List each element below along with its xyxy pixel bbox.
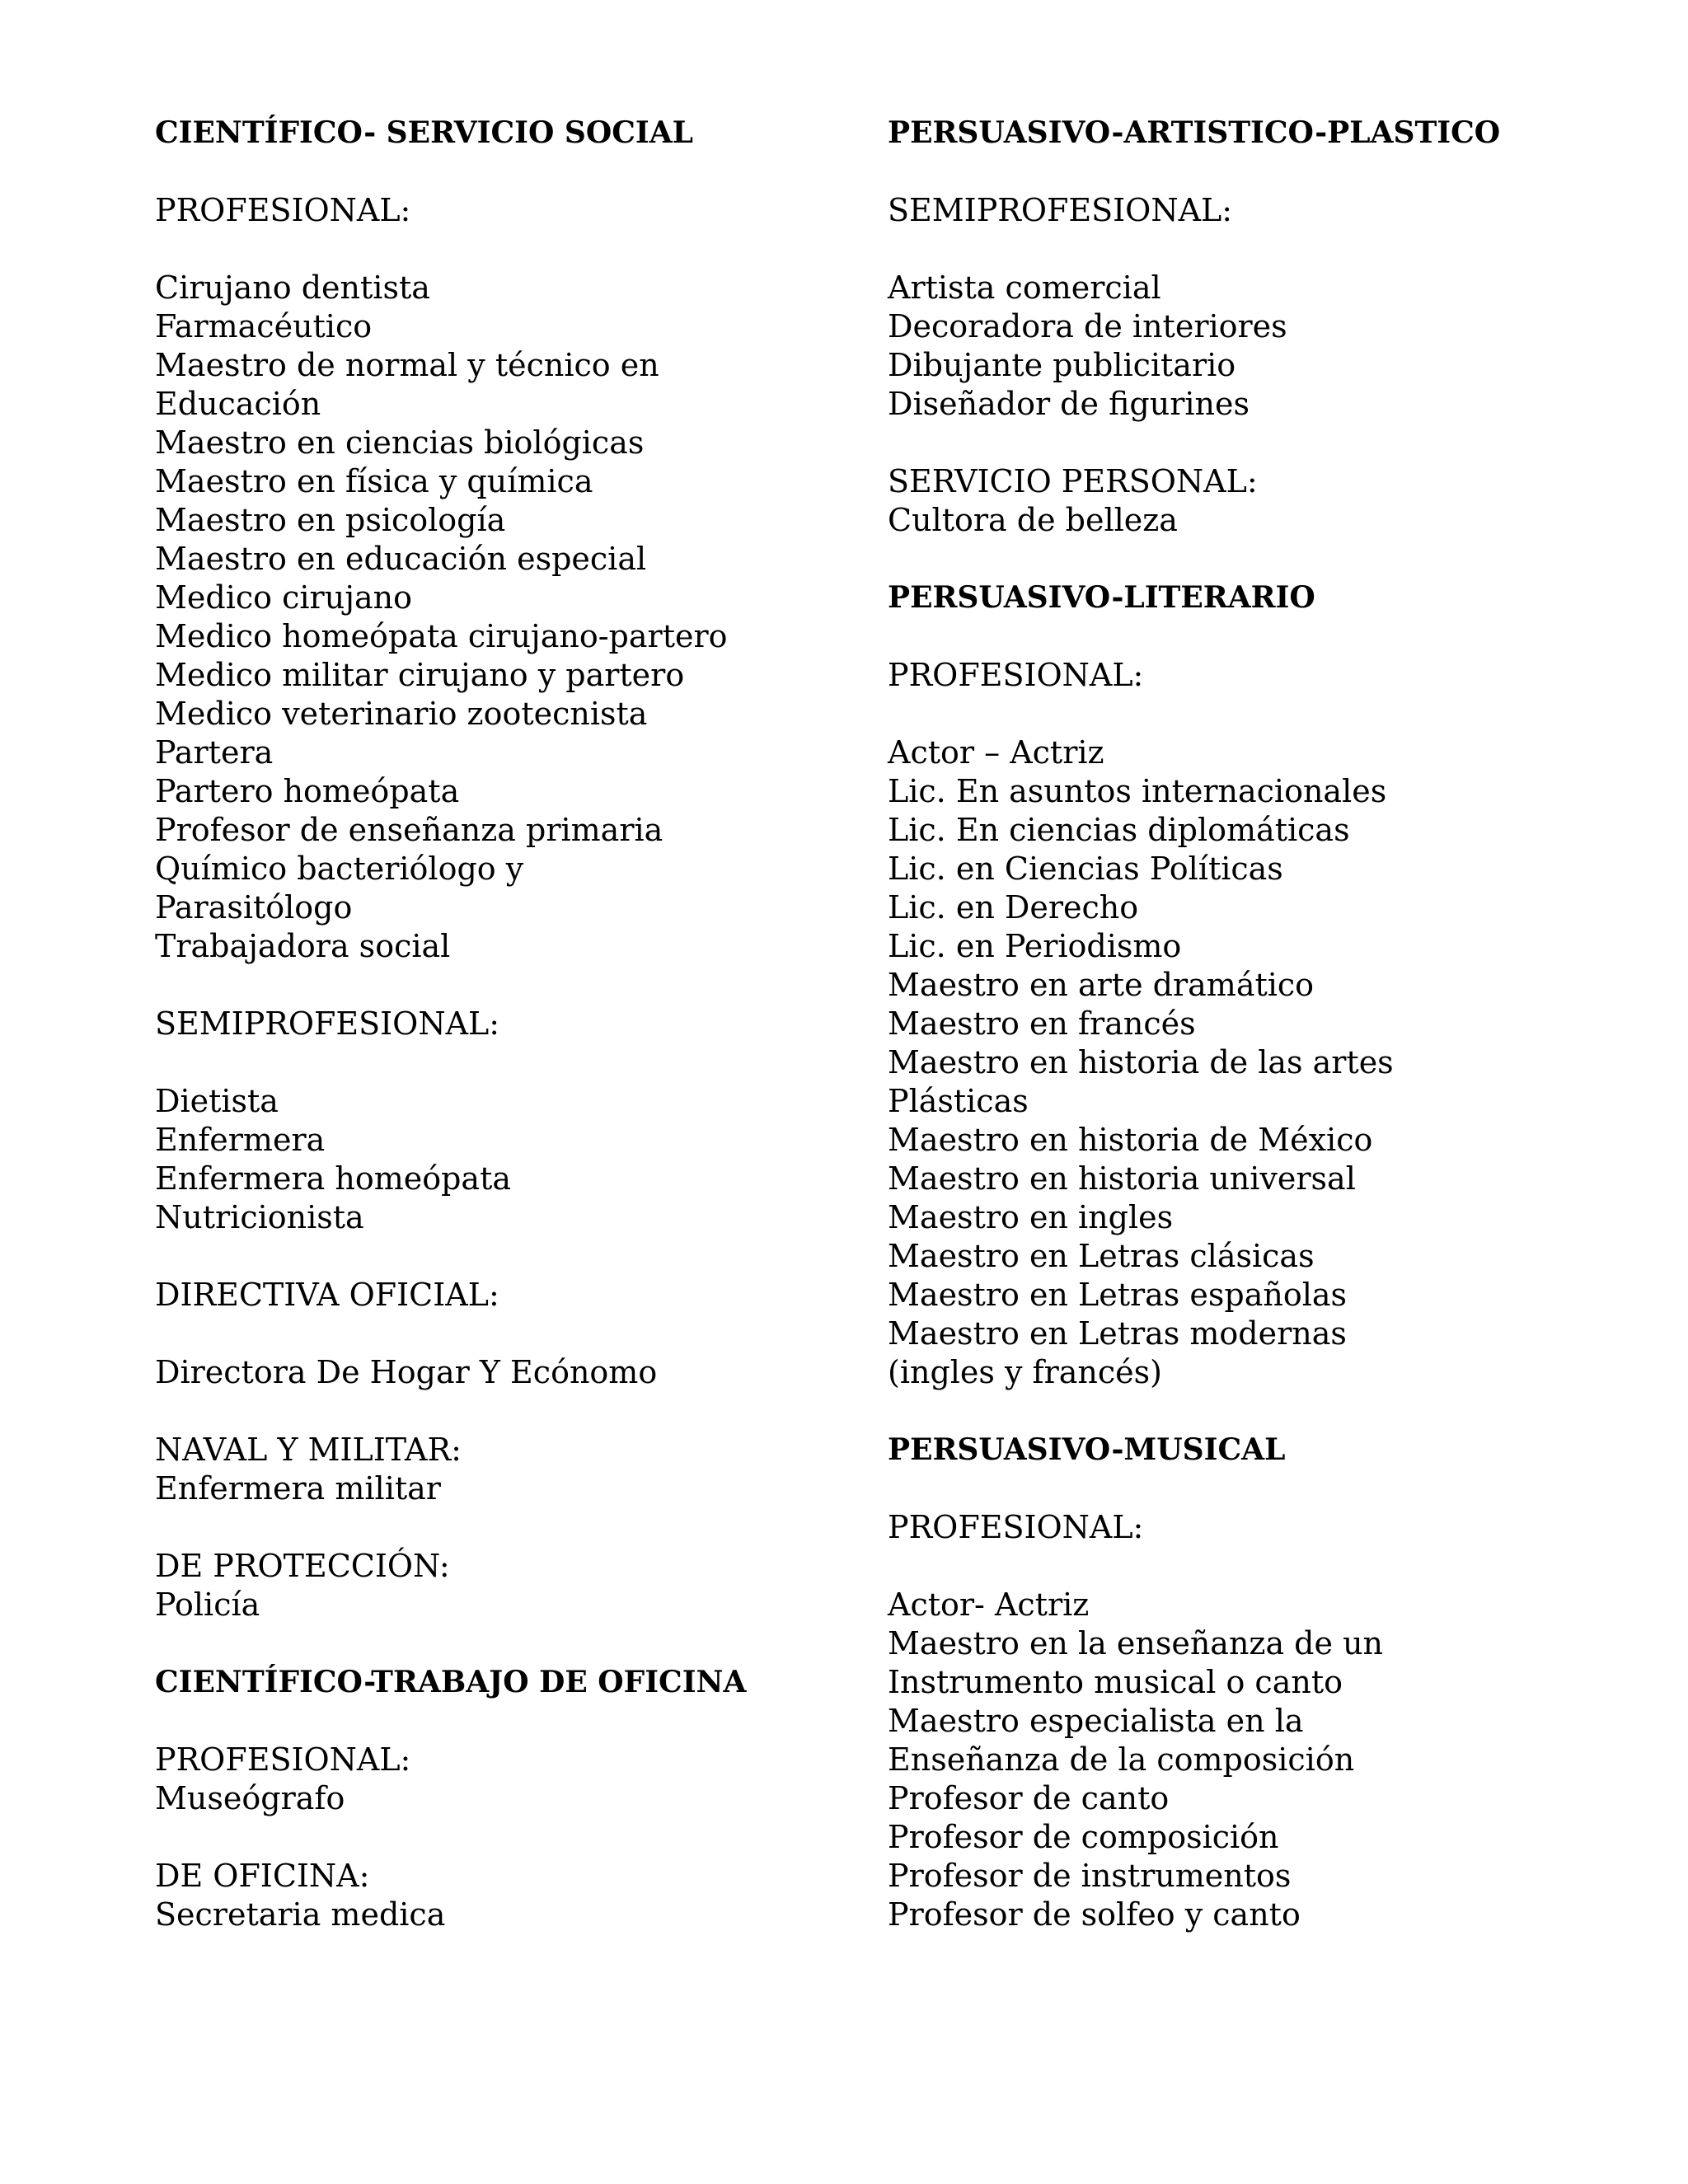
section-heading: CIENTÍFICO-TRABAJO DE OFICINA [155, 1665, 747, 1699]
list-item: Maestro en física y química [155, 463, 593, 499]
list-item: Cultora de belleza [888, 502, 1178, 538]
section-heading: PERSUASIVO-ARTISTICO-PLASTICO [888, 115, 1501, 150]
list-item: Maestro en la enseñanza de un [888, 1625, 1384, 1661]
list-item: Secretaria medica [155, 1896, 446, 1933]
list-item: Profesor de composición [888, 1819, 1279, 1855]
list-item: Maestro en Letras clásicas [888, 1238, 1315, 1274]
category-label: NAVAL Y MILITAR: [155, 1432, 462, 1468]
list-item: Maestro en historia de México [888, 1122, 1373, 1158]
right-column [888, 114, 1629, 1934]
list-item: Maestro en historia universal [888, 1160, 1356, 1197]
list-item: Maestro en Letras españolas [888, 1277, 1348, 1313]
list-item: Profesor de solfeo y canto [888, 1896, 1301, 1933]
list-item: Medico veterinario zootecnista [155, 696, 648, 732]
list-item: Policía [155, 1586, 260, 1623]
list-item: Lic. En ciencias diplomáticas [888, 812, 1350, 848]
list-item: Maestro en Letras modernas [888, 1315, 1347, 1352]
list-item: Maestro en educación especial [155, 541, 647, 577]
list-item: Medico militar cirujano y partero [155, 657, 685, 693]
list-item: Maestro en ingles [888, 1199, 1174, 1235]
list-item: Actor – Actriz [888, 734, 1104, 771]
list-item: Enfermera [155, 1122, 326, 1158]
list-item: Parasitólogo [155, 889, 353, 926]
list-item: (ingles y francés) [888, 1354, 1163, 1390]
category-label: SEMIPROFESIONAL: [155, 1005, 500, 1042]
category-label: PROFESIONAL: [155, 1741, 411, 1778]
list-item: Maestro especialista en la [888, 1703, 1304, 1739]
list-item: Maestro de normal y técnico en [155, 347, 659, 383]
list-item: Farmacéutico [155, 308, 373, 344]
list-item: Artista comercial [888, 269, 1161, 306]
list-item: Directora De Hogar Y Ecónomo [155, 1354, 658, 1390]
category-label: SEMIPROFESIONAL: [888, 192, 1233, 228]
section-heading: PERSUASIVO-LITERARIO [888, 580, 1315, 615]
list-item: Dietista [155, 1083, 279, 1119]
list-item: Enseñanza de la composición [888, 1741, 1355, 1778]
list-item: Químico bacteriólogo y [155, 851, 524, 887]
list-item: Maestro en francés [888, 1005, 1196, 1042]
list-item: Maestro en psicología [155, 502, 506, 538]
list-item: Partera [155, 734, 274, 771]
list-item: Enfermera militar [155, 1470, 441, 1507]
list-item: Maestro en arte dramático [888, 967, 1315, 1003]
section-heading: PERSUASIVO-MUSICAL [888, 1432, 1286, 1467]
list-item: Partero homeópata [155, 773, 460, 809]
list-item: Lic. en Periodismo [888, 928, 1182, 964]
list-item: Museógrafo [155, 1780, 345, 1816]
list-item: Instrumento musical o canto [888, 1664, 1343, 1700]
list-item: Profesor de canto [888, 1780, 1170, 1816]
list-item: Decoradora de interiores [888, 308, 1287, 344]
category-label: DE PROTECCIÓN: [155, 1548, 450, 1584]
section-heading: CIENTÍFICO- SERVICIO SOCIAL [155, 115, 693, 150]
list-item: Maestro en historia de las artes [888, 1044, 1394, 1080]
list-item: Profesor de instrumentos [888, 1858, 1292, 1894]
list-item: Medico cirujano [155, 579, 412, 616]
category-label: DIRECTIVA OFICIAL: [155, 1277, 499, 1313]
list-item: Lic. en Ciencias Políticas [888, 851, 1283, 887]
list-item: Diseñador de figurines [888, 386, 1250, 422]
list-item: Lic. En asuntos internacionales [888, 773, 1387, 809]
list-item: Nutricionista [155, 1199, 364, 1235]
category-label: PROFESIONAL: [888, 1509, 1144, 1545]
list-item: Cirujano dentista [155, 269, 430, 306]
left-column [155, 114, 847, 1934]
list-item: Medico homeópata cirujano-partero [155, 618, 728, 654]
list-item: Trabajadora social [155, 928, 451, 964]
list-item: Enfermera homeópata [155, 1160, 512, 1197]
category-label: PROFESIONAL: [888, 657, 1144, 693]
list-item: Profesor de enseñanza primaria [155, 812, 663, 848]
list-item: Dibujante publicitario [888, 347, 1236, 383]
list-item: Educación [155, 386, 321, 422]
category-label: DE OFICINA: [155, 1858, 370, 1894]
list-item: Lic. en Derecho [888, 889, 1139, 926]
category-label: SERVICIO PERSONAL: [888, 463, 1258, 499]
category-label: PROFESIONAL: [155, 192, 411, 228]
list-item: Plásticas [888, 1083, 1029, 1119]
list-item: Maestro en ciencias biológicas [155, 424, 645, 461]
list-item: Actor- Actriz [888, 1586, 1090, 1623]
